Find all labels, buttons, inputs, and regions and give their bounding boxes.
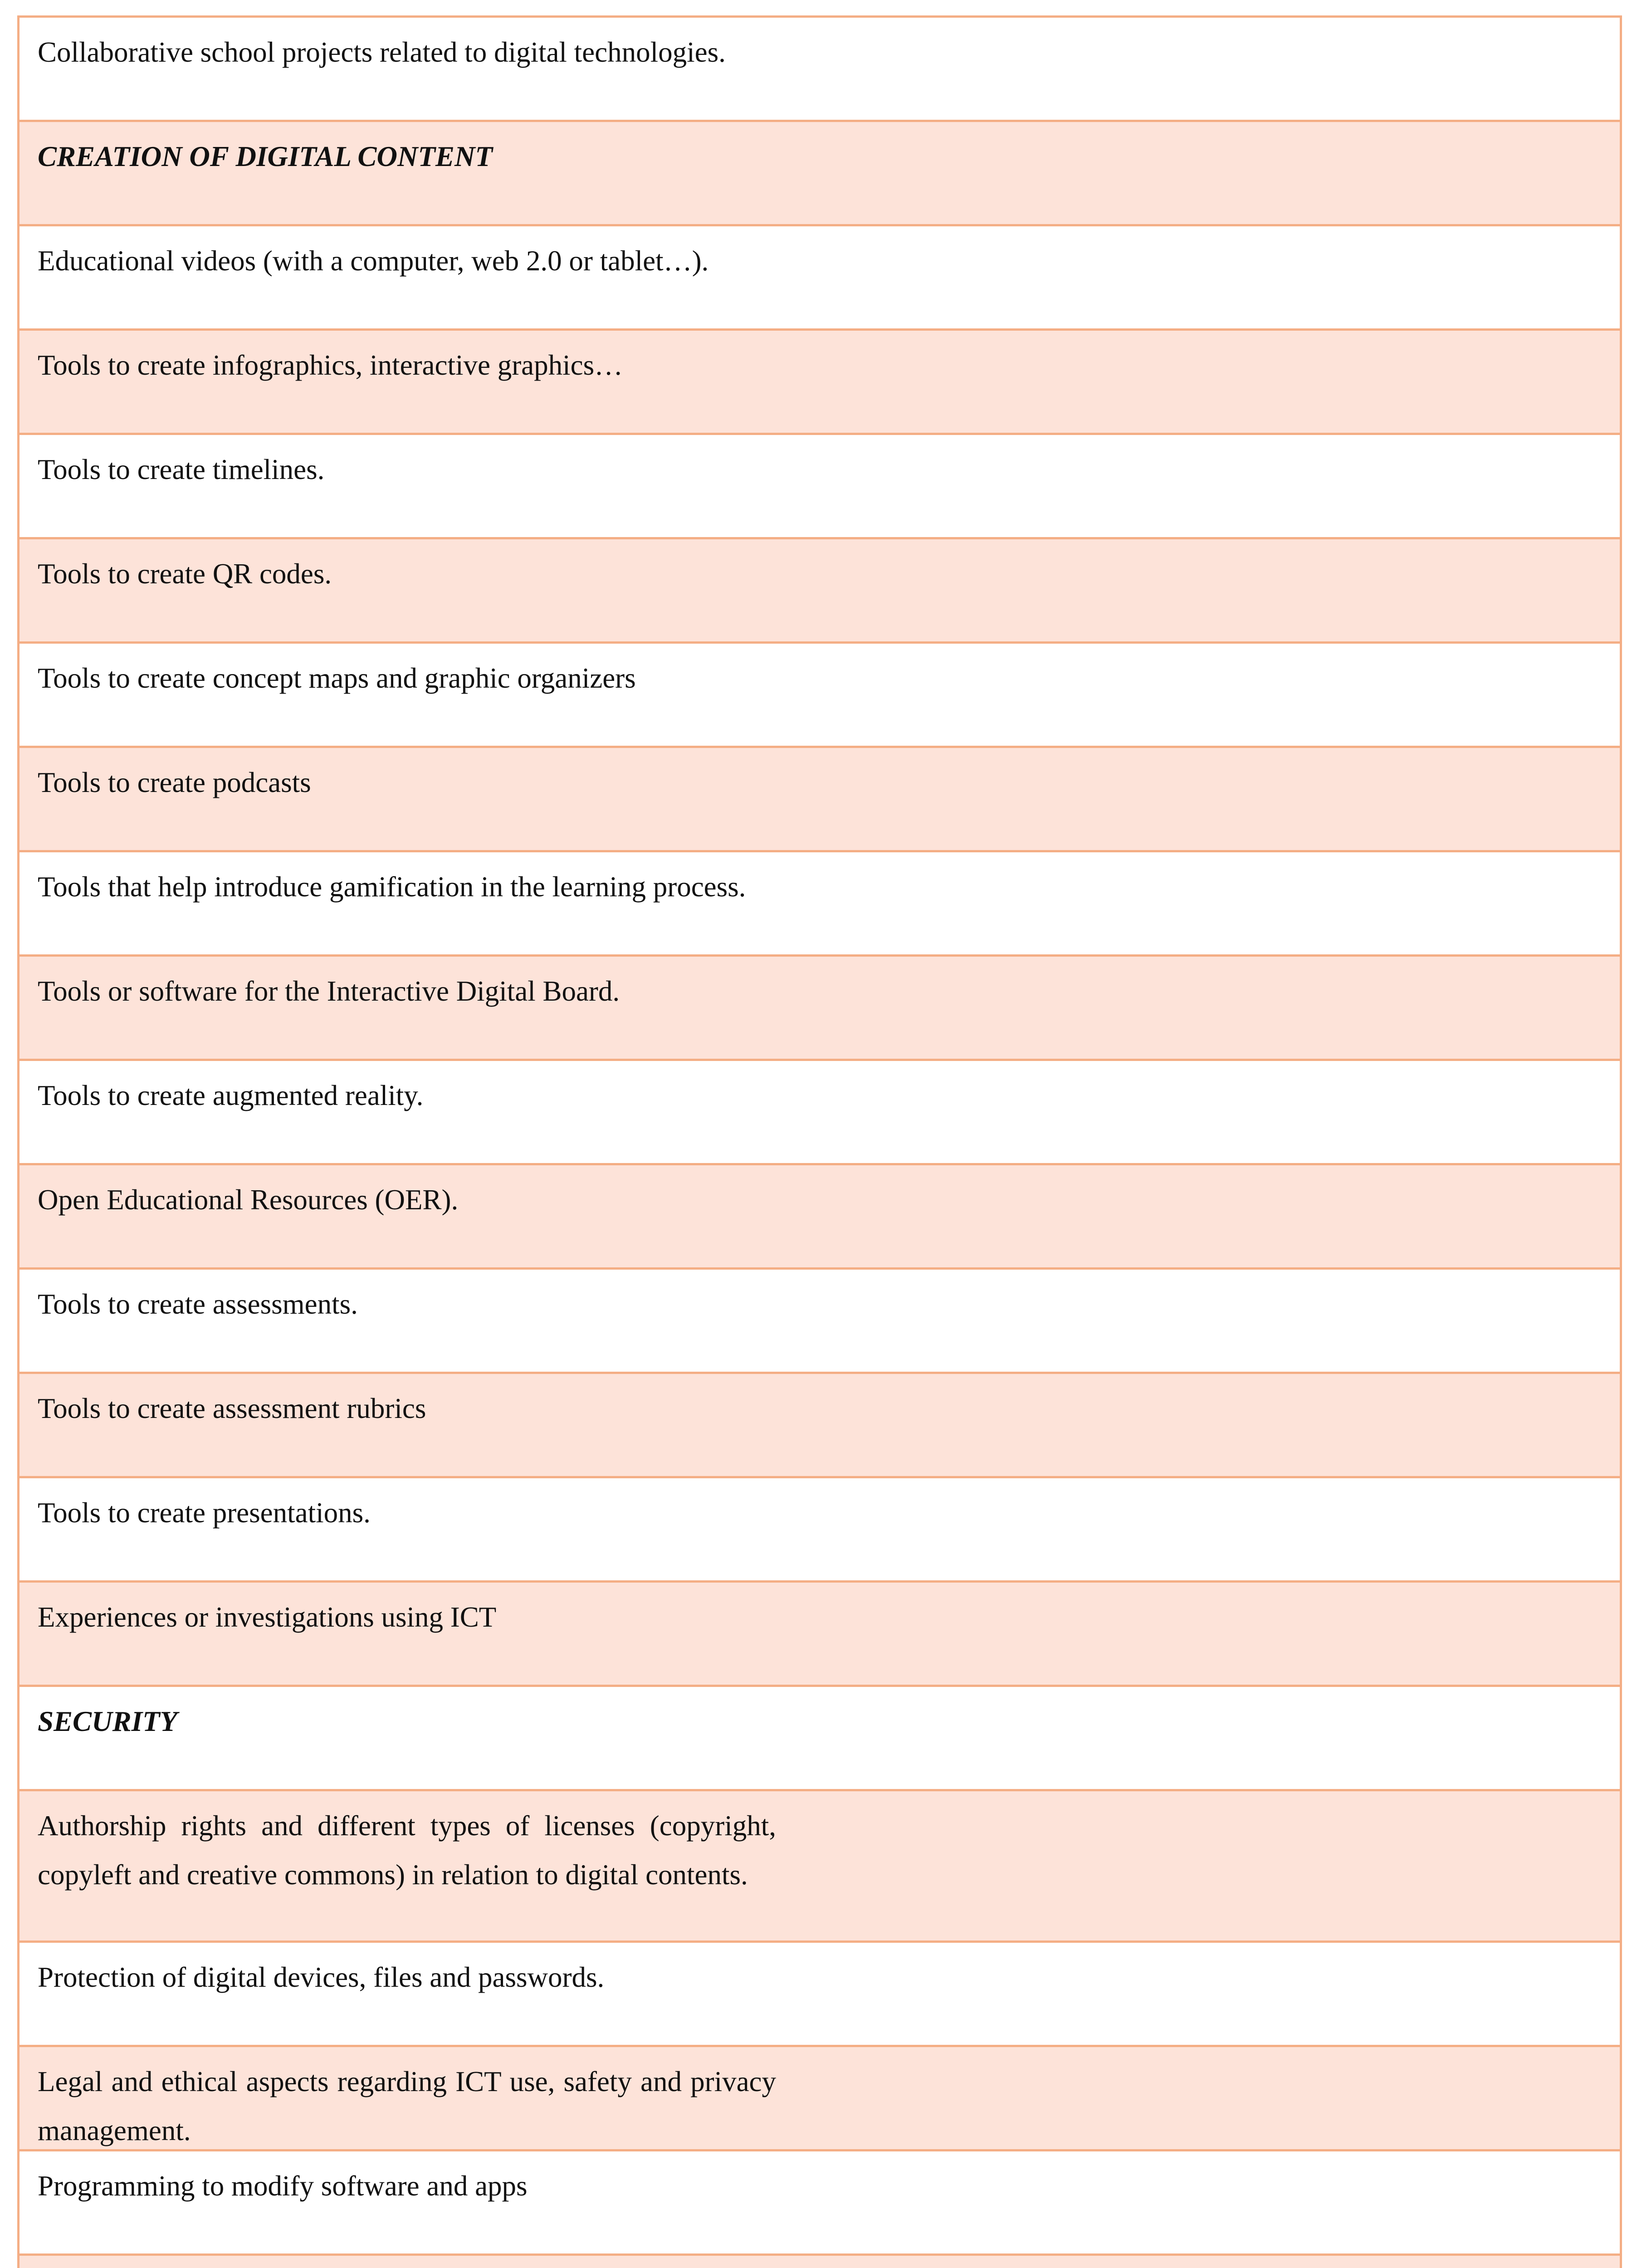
row-text: Tools to create assessments. (38, 1288, 358, 1320)
row-text: Tools or software for the Interactive Digital Board. (38, 975, 620, 1007)
table-row (20, 1061, 1620, 1165)
row-text: Programming to modify software and apps (38, 2170, 528, 2202)
table-row (20, 2047, 1620, 2151)
table-row (20, 2151, 1620, 2256)
table-row (20, 226, 1620, 331)
row-text: Collaborative school projects related to digital technologies. (38, 36, 726, 68)
table-row (20, 1583, 1620, 1687)
section-heading-text: SECURITY (38, 1706, 178, 1737)
table-row (20, 748, 1620, 852)
competencies-table (17, 15, 1622, 2268)
table-row (20, 1478, 1620, 1583)
row-text: Tools to create concept maps and graphic organizers (38, 662, 636, 694)
row-text: Tools to create timelines. (38, 454, 325, 485)
row-text: Tools that help introduce gamification in the learning process. (38, 871, 746, 903)
table-row (20, 852, 1620, 957)
table-row (20, 1374, 1620, 1478)
row-text: Tools to create presentations. (38, 1497, 371, 1529)
row-text: Tools to create augmented reality. (38, 1080, 424, 1111)
table-row (20, 1943, 1620, 2047)
table-row (20, 1791, 1620, 1943)
row-text: Open Educational Resources (OER). (38, 1184, 459, 1216)
table-row (20, 435, 1620, 539)
row-text: Tools to create QR codes. (38, 558, 332, 590)
table-row (20, 1165, 1620, 1270)
row-text: Tools to create infographics, interactive graphics… (38, 349, 623, 381)
row-text: Educational videos (with a computer, web 2.0 or tablet…). (38, 245, 709, 277)
row-text: Legal and ethical aspects regarding ICT use, safety and privacy management. (38, 2066, 776, 2146)
table-row (20, 331, 1620, 435)
table-row (20, 2256, 1620, 2268)
section-heading-creation-of-digital-content (20, 122, 1620, 226)
row-text: Experiences or investigations using ICT (38, 1601, 497, 1633)
row-text: Tools to create assessment rubrics (38, 1393, 426, 1424)
table-row (20, 957, 1620, 1061)
row-text: Protection of digital devices, files and passwords. (38, 1961, 605, 1993)
table-row (20, 1270, 1620, 1374)
table-row (20, 18, 1620, 122)
row-text: Authorship rights and different types of licenses (copyright, copyleft and creative commons) in relation to digital contents. (38, 1810, 776, 1891)
section-heading-security (20, 1687, 1620, 1791)
table-row (20, 539, 1620, 644)
section-heading-text: CREATION OF DIGITAL CONTENT (38, 141, 493, 172)
table-row (20, 644, 1620, 748)
row-text: Tools to create podcasts (38, 767, 311, 798)
row-text (38, 2266, 776, 2268)
